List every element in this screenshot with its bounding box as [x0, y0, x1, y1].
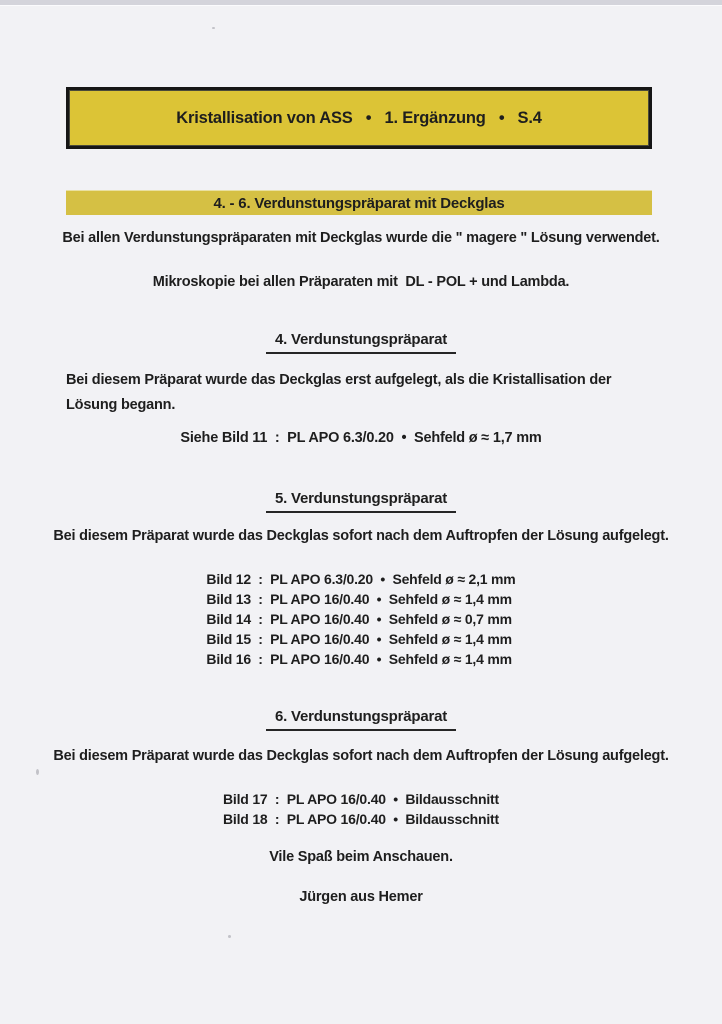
- scan-edge: [0, 0, 722, 6]
- section6-body: Bei diesem Präparat wurde das Deckglas sofort nach dem Auftropfen der Lösung aufgelegt.: [53, 748, 669, 764]
- image-list-item: Bild 17 : PL APO 16/0.40 • Bildausschnitt: [223, 791, 499, 807]
- section-header: 4. - 6. Verdunstungspräparat mit Deckglas: [213, 194, 505, 212]
- section4-body: Bei diesem Präparat wurde das Deckglas erst aufgelegt, als die Kristallisation der Lösung begann.: [66, 372, 616, 413]
- section4-image-line: Siehe Bild 11 : PL APO 6.3/0.20 • Sehfeld ø ≈ 1,7 mm: [180, 430, 542, 446]
- image-list-item: Bild 18 : PL APO 16/0.40 • Bildausschnitt: [223, 811, 499, 827]
- section4-heading-line: [0, 331, 722, 354]
- section5-image-list: [0, 569, 722, 669]
- image-list-item: Bild 15 : PL APO 16/0.40 • Sehfeld ø ≈ 1,4 mm: [206, 631, 512, 647]
- section5-heading: 5. Verdunstungspräparat: [266, 490, 456, 513]
- image-list-item: Bild 16 : PL APO 16/0.40 • Sehfeld ø ≈ 1,4 mm: [206, 651, 512, 667]
- image-list-item: Bild 13 : PL APO 16/0.40 • Sehfeld ø ≈ 1,4 mm: [206, 591, 512, 607]
- section4-heading: 4. Verdunstungspräparat: [266, 331, 456, 354]
- section6-heading-line: [0, 708, 722, 731]
- section6-heading: 6. Verdunstungspräparat: [266, 708, 456, 731]
- page-title: Kristallisation von ASS • 1. Ergänzung • S.4: [176, 108, 542, 127]
- signature-line: Jürgen aus Hemer: [299, 889, 423, 905]
- section5-heading-line: [0, 490, 722, 513]
- scan-speck: [228, 935, 231, 938]
- intro-line-2: Mikroskopie bei allen Präparaten mit DL - POL + und Lambda.: [152, 274, 570, 290]
- image-list-item: Bild 14 : PL APO 16/0.40 • Sehfeld ø ≈ 0,7 mm: [206, 611, 512, 627]
- image-list-item: Bild 12 : PL APO 6.3/0.20 • Sehfeld ø ≈ 2,1 mm: [206, 571, 516, 587]
- closing-line: Vile Spaß beim Anschauen.: [269, 849, 453, 865]
- scan-speck: [36, 769, 39, 775]
- title-banner: [66, 87, 652, 149]
- section5-body: Bei diesem Präparat wurde das Deckglas sofort nach dem Auftropfen der Lösung aufgelegt.: [53, 528, 669, 544]
- section6-image-list: [0, 789, 722, 829]
- section-header-band: [66, 190, 652, 215]
- scan-speck: [212, 27, 215, 29]
- intro-line-1: Bei allen Verdunstungspräparaten mit Deckglas wurde die " magere " Lösung verwendet.: [62, 230, 660, 246]
